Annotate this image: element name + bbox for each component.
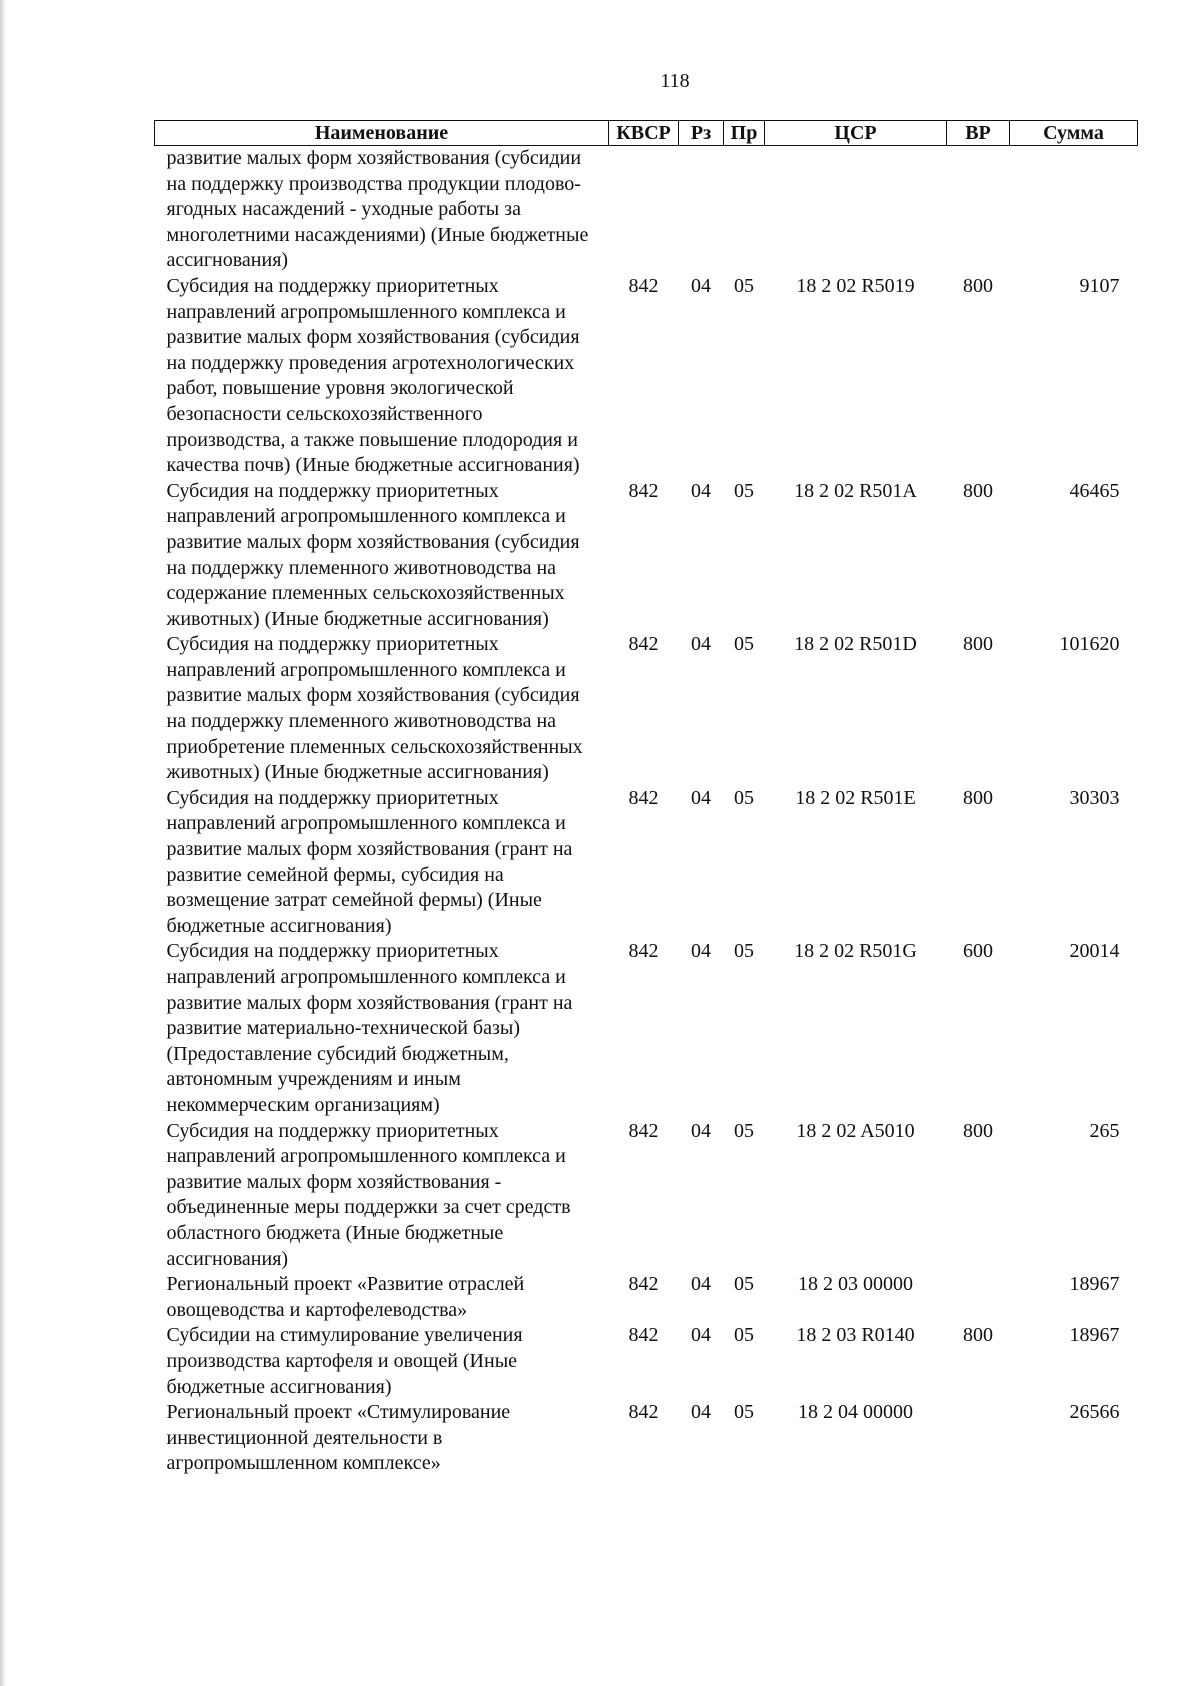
table-row [155,939,1138,1118]
row-kvsr: 842 [628,633,659,656]
row-vr: 800 [963,786,993,809]
table-row [155,786,1138,940]
row-name: Региональный проект «Стимулирование инвестиционной деятельности в агропромышленном комплексе» [166,1401,511,1475]
row-sum: 18967 [1069,1273,1120,1296]
row-pr [724,146,765,274]
row-pr: 05 [734,940,754,963]
row-pr: 05 [734,1401,754,1424]
row-kvsr [609,146,679,274]
row-kvsr: 842 [628,1401,659,1424]
table-row [155,1400,1138,1477]
row-pr: 05 [734,274,754,297]
row-csr: 18 2 02 R501E [795,786,916,809]
row-rz: 04 [691,1273,711,1296]
row-sum: 30303 [1069,786,1120,809]
row-csr: 18 2 02 R501D [794,633,917,656]
row-vr: 800 [963,274,993,297]
row-vr: 800 [963,1119,993,1142]
row-sum: 26566 [1069,1401,1120,1424]
row-kvsr: 842 [628,274,659,297]
row-name: Субсидия на поддержку приоритетных направлений агропромышленного комплекса и развитие малых форм хозяйствования (грант на развитие материально-технической базы) (Предоставление субсидий бюджетным, автономным учреждениям и иным некоммерческим организациям) [166,940,573,1116]
page-number: 118 [660,70,690,92]
row-kvsr: 842 [628,479,659,502]
row-name: развитие малых форм хозяйствования (субсидии на поддержку производства продукции плодово-ягодных насаждений - уходные работы за многолетними насаждениями) (Иные бюджетные ассигнования) [166,147,589,272]
row-csr: 18 2 02 R501G [794,940,917,963]
row-kvsr: 842 [628,1119,659,1142]
header-rz: Рз [679,121,724,146]
row-sum: 101620 [1059,633,1120,656]
row-csr: 18 2 04 00000 [798,1401,913,1424]
row-pr: 05 [734,1324,754,1347]
row-pr: 05 [734,1119,754,1142]
row-vr [947,1400,1010,1477]
row-name: Субсидия на поддержку приоритетных направлений агропромышленного комплекса и развитие малых форм хозяйствования (субсидия на поддержку племенного животноводства на содержание племенных сельскохозяйственных животных) (Иные бюджетные ассигнования) [166,479,580,630]
row-name: Субсидия на поддержку приоритетных направлений агропромышленного комплекса и развитие малых форм хозяйствования (субсидия на поддержку проведения агротехнологических работ, повышение уровня экологической безопасности сельскохозяйственного производства, а также повышение плодородия и качества почв) (Иные бюджетные ассигнования) [166,274,580,477]
row-csr: 18 2 02 A5010 [796,1119,915,1142]
row-sum: 20014 [1069,940,1120,963]
table-row [155,1272,1138,1323]
table-row [155,146,1138,274]
table-row [155,1119,1138,1273]
table-row [155,632,1138,786]
table-header-row [155,121,1138,146]
row-vr: 600 [963,940,993,963]
table-row [155,479,1138,633]
row-rz: 04 [691,274,711,297]
row-pr: 05 [734,1273,754,1296]
row-csr: 18 2 03 R0140 [796,1324,915,1347]
table-row [155,274,1138,479]
row-rz: 04 [691,786,711,809]
row-kvsr: 842 [628,940,659,963]
row-name: Субсидии на стимулирование увеличения производства картофеля и овощей (Иные бюджетные ассигнования) [166,1324,523,1398]
row-rz: 04 [691,1119,711,1142]
header-kvsr: КВСР [609,121,679,146]
row-rz: 04 [691,479,711,502]
header-sum: Сумма [1010,121,1138,146]
row-csr [765,146,947,274]
row-rz: 04 [691,1324,711,1347]
row-kvsr: 842 [628,1273,659,1296]
row-vr: 800 [963,633,993,656]
row-sum: 265 [1089,1119,1120,1142]
row-pr: 05 [734,633,754,656]
row-rz: 04 [691,940,711,963]
row-kvsr: 842 [628,786,659,809]
row-name: Субсидия на поддержку приоритетных направлений агропромышленного комплекса и развитие малых форм хозяйствования (субсидия на поддержку племенного животноводства на приобретение племенных сельскохозяйственных животных) (Иные бюджетные ассигнования) [166,633,583,784]
row-sum: 46465 [1069,479,1120,502]
table-row [155,1323,1138,1400]
row-pr: 05 [734,786,754,809]
row-csr: 18 2 02 R501A [794,479,917,502]
header-name: Наименование [155,121,609,146]
row-name: Региональный проект «Развитие отраслей овощеводства и картофелеводства» [166,1273,525,1321]
row-csr: 18 2 02 R5019 [796,274,915,297]
row-rz: 04 [691,1401,711,1424]
scan-edge [0,0,6,1686]
row-csr: 18 2 03 00000 [798,1273,913,1296]
row-pr: 05 [734,479,754,502]
header-csr: ЦСР [765,121,947,146]
row-vr: 800 [963,1324,993,1347]
row-sum: 18967 [1069,1324,1120,1347]
row-name: Субсидия на поддержку приоритетных направлений агропромышленного комплекса и развитие малых форм хозяйствования (грант на развитие семейной фермы, субсидия на возмещение затрат семейной фермы) (Иные бюджетные ассигнования) [166,786,573,937]
header-vr: ВР [947,121,1010,146]
row-sum: 9107 [1079,274,1120,297]
row-vr [947,1272,1010,1323]
row-rz [679,146,724,274]
row-name: Субсидия на поддержку приоритетных направлений агропромышленного комплекса и развитие малых форм хозяйствования - объединенные меры поддержки за счет средств областного бюджета (Иные бюджетные ассигнования) [166,1119,571,1270]
row-vr [947,146,1010,274]
budget-table [154,120,1138,1477]
header-pr: Пр [724,121,765,146]
row-vr: 800 [963,479,993,502]
row-sum [1010,146,1138,274]
row-rz: 04 [691,633,711,656]
row-kvsr: 842 [628,1324,659,1347]
